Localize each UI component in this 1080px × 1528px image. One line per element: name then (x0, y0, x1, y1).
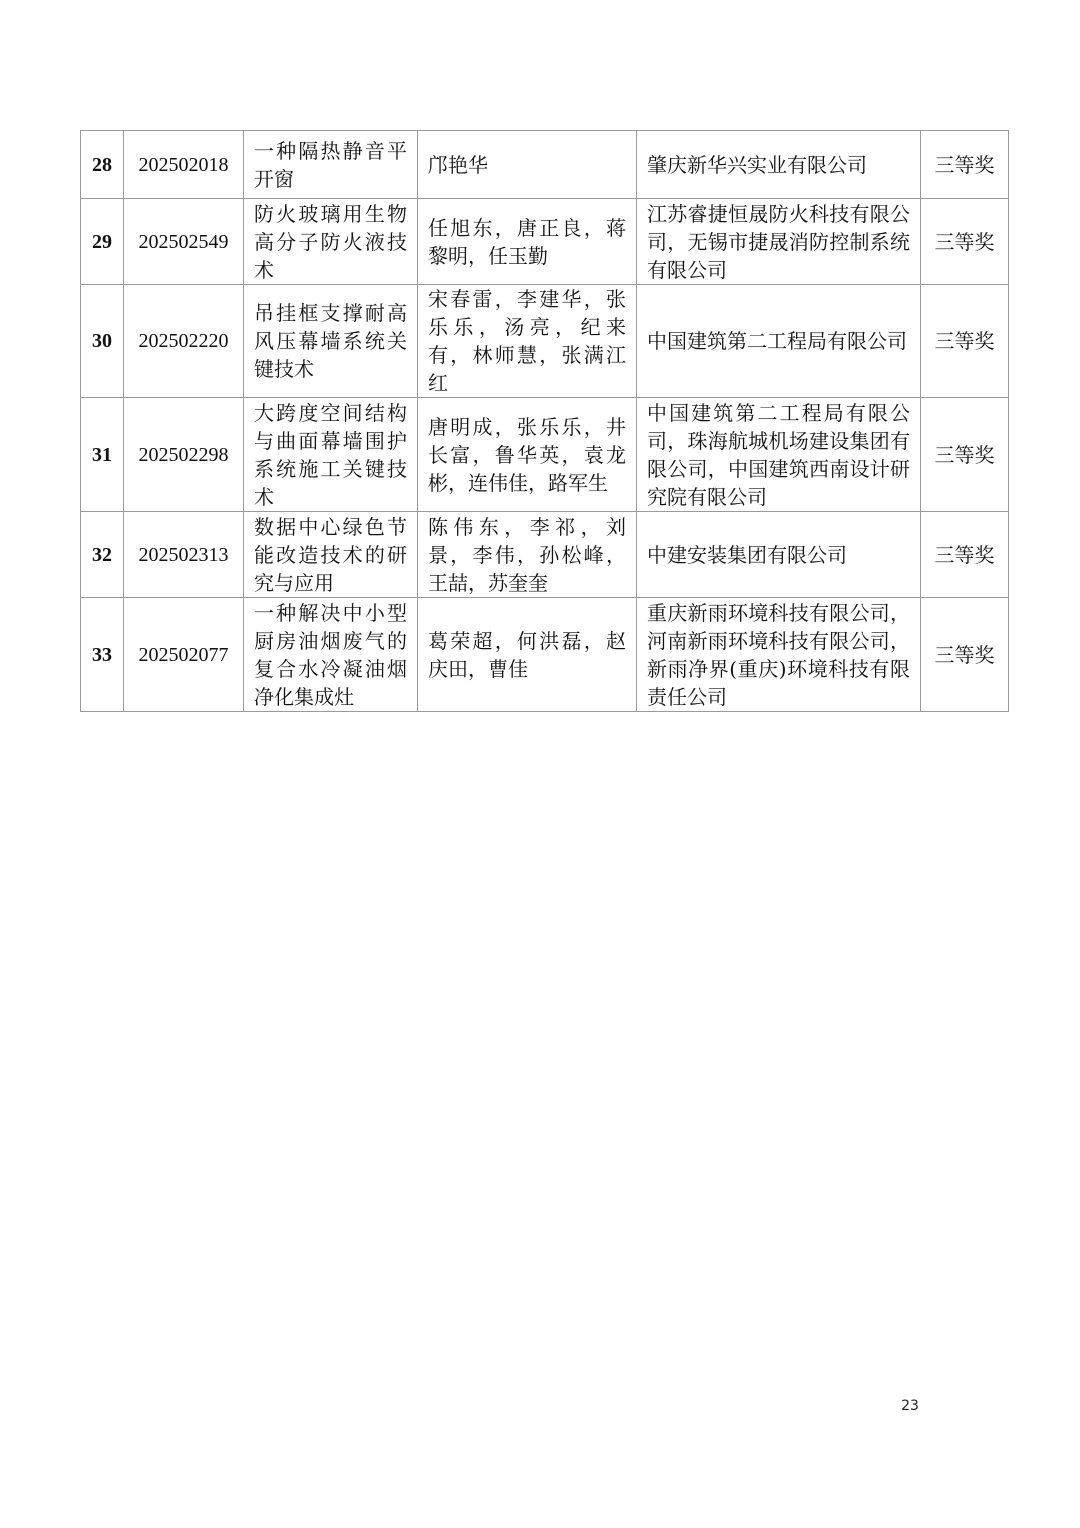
organizations: 中国建筑第二工程局有限公司，珠海航城机场建设集团有限公司，中国建筑西南设计研究院有限公司 (637, 398, 921, 512)
award-level: 三等奖 (921, 131, 1009, 199)
award-level: 三等奖 (921, 398, 1009, 512)
row-number: 30 (81, 285, 124, 398)
project-name: 一种隔热静音平开窗 (244, 131, 418, 199)
table-row (81, 131, 1009, 199)
page-number: 23 (901, 1398, 919, 1414)
organizations: 中建安装集团有限公司 (637, 512, 921, 598)
project-code: 202502077 (124, 598, 244, 712)
project-code: 202502313 (124, 512, 244, 598)
participants: 任旭东，唐正良，蒋黎明，任玉勤 (418, 199, 637, 285)
organizations: 中国建筑第二工程局有限公司 (637, 285, 921, 398)
award-level: 三等奖 (921, 512, 1009, 598)
row-number: 31 (81, 398, 124, 512)
participants: 陈伟东，李祁，刘景，李伟，孙松峰，王喆，苏奎奎 (418, 512, 637, 598)
project-code: 202502220 (124, 285, 244, 398)
table-row (81, 512, 1009, 598)
project-code: 202502298 (124, 398, 244, 512)
project-name: 防火玻璃用生物高分子防火液技术 (244, 199, 418, 285)
organizations: 重庆新雨环境科技有限公司，河南新雨环境科技有限公司，新雨净界(重庆)环境科技有限责任公司 (637, 598, 921, 712)
row-number: 28 (81, 131, 124, 199)
award-table (80, 130, 1009, 712)
participants: 邝艳华 (418, 131, 637, 199)
participants: 葛荣超，何洪磊，赵庆田，曹佳 (418, 598, 637, 712)
table-row (81, 199, 1009, 285)
table-row (81, 398, 1009, 512)
project-name: 一种解决中小型厨房油烟废气的复合水冷凝油烟净化集成灶 (244, 598, 418, 712)
award-level: 三等奖 (921, 598, 1009, 712)
row-number: 33 (81, 598, 124, 712)
project-name: 大跨度空间结构与曲面幕墙围护系统施工关键技术 (244, 398, 418, 512)
project-name: 数据中心绿色节能改造技术的研究与应用 (244, 512, 418, 598)
row-number: 29 (81, 199, 124, 285)
table-row (81, 598, 1009, 712)
table-row (81, 285, 1009, 398)
row-number: 32 (81, 512, 124, 598)
participants: 宋春雷，李建华，张乐乐，汤亮，纪来有，林师慧，张满江红 (418, 285, 637, 398)
award-level: 三等奖 (921, 199, 1009, 285)
project-name: 吊挂框支撑耐高风压幕墙系统关键技术 (244, 285, 418, 398)
project-code: 202502018 (124, 131, 244, 199)
organizations: 江苏睿捷恒晟防火科技有限公司，无锡市捷晟消防控制系统有限公司 (637, 199, 921, 285)
participants: 唐明成，张乐乐，井长富，鲁华英，袁龙彬，连伟佳，路军生 (418, 398, 637, 512)
organizations: 肇庆新华兴实业有限公司 (637, 131, 921, 199)
award-level: 三等奖 (921, 285, 1009, 398)
project-code: 202502549 (124, 199, 244, 285)
